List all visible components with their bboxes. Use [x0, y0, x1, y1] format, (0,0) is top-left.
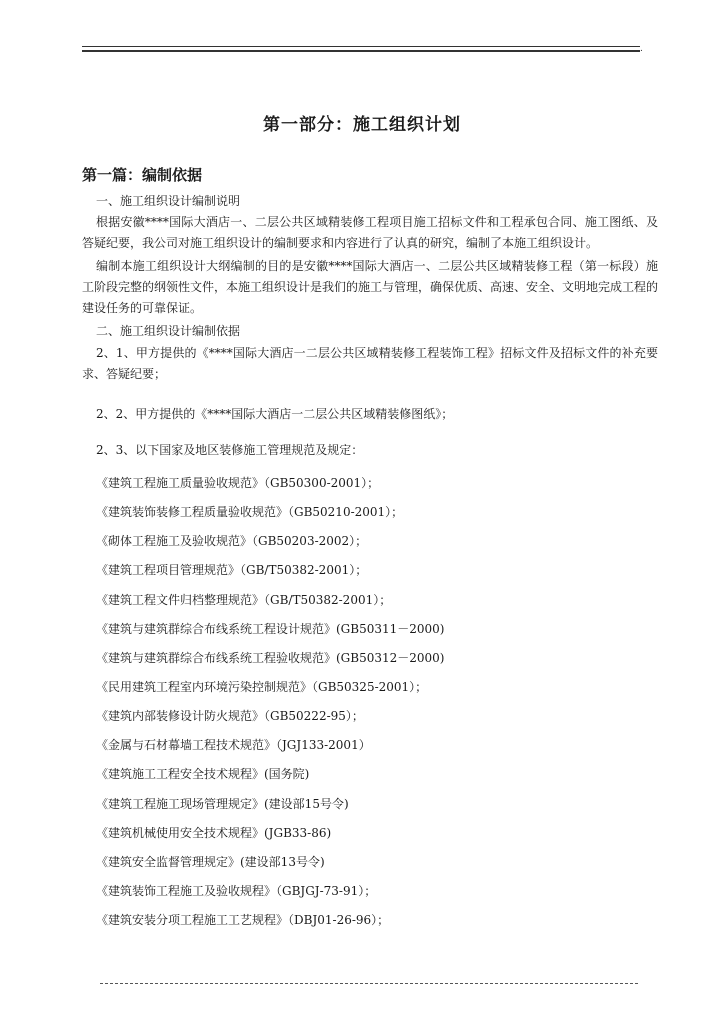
standard-item: 《建筑安全监督管理规定》(建设部13号令) [96, 855, 325, 869]
standard-item: 《砌体工程施工及验收规范》（GB50203-2002）； [96, 534, 368, 548]
paragraph-2: 编制本施工组织设计大纲编制的目的是安徽****国际大酒店一、二层公共区域精装修工程（第一标段）施工阶段完整的纲领性文件，本施工组织设计是我们的施工与管理，确保优质、高速、安全、文明地完成工程的建设任务的可靠保证。 [82, 259, 659, 315]
standard-item: 《建筑内部装修设计防火规范》（GB50222-95）； [96, 709, 364, 723]
header-dot: . [640, 44, 643, 54]
heading-1: 一、施工组织设计编制说明 [96, 194, 241, 208]
footer-rule [100, 983, 638, 984]
standard-item: 《建筑与建筑群综合布线系统工程设计规范》(GB50311－2000) [96, 622, 445, 636]
basis-item-3: 2、3、以下国家及地区装修施工管理规范及规定： [96, 443, 364, 457]
header-rule-thick [82, 50, 640, 52]
standard-item: 《建筑工程施工质量验收规范》（GB50300-2001）； [96, 476, 380, 490]
section-title: 第一篇：编制依据 [82, 166, 203, 184]
page-title: 第一部分：施工组织计划 [263, 115, 461, 135]
standard-item: 《金属与石材幕墙工程技术规范》（JGJ133-2001） [96, 738, 371, 752]
standard-item: 《建筑工程项目管理规范》（GB/T50382-2001）； [96, 563, 368, 577]
standard-item: 《建筑工程施工现场管理规定》(建设部15号令) [96, 797, 349, 811]
standard-item: 《民用建筑工程室内环境污染控制规范》（GB50325-2001）； [96, 680, 428, 694]
standard-item: 《建筑装饰工程施工及验收规程》（GBJGJ-73-91）； [96, 884, 377, 898]
standard-item: 《建筑施工工程安全技术规程》(国务院) [96, 767, 310, 781]
paragraph-1: 根据安徽****国际大酒店一、二层公共区域精装修工程项目施工招标文件和工程承包合同、施工图纸、及答疑纪要，我公司对施工组织设计的编制要求和内容进行了认真的研究，编制了本施工组织设计。 [82, 215, 658, 250]
standard-item: 《建筑与建筑群综合布线系统工程验收规范》(GB50312－2000) [96, 651, 445, 665]
standard-item: 《建筑机械使用安全技术规程》(JGB33-86) [96, 826, 332, 840]
standard-item: 《建筑安装分项工程施工工艺规程》（DBJ01-26-96）； [96, 913, 390, 927]
standard-item: 《建筑装饰装修工程质量验收规范》（GB50210-2001）； [96, 505, 404, 519]
basis-item-1: 2、1、甲方提供的《****国际大酒店一二层公共区域精装修工程装饰工程》招标文件及招标文件的补充要求、答疑纪要； [82, 346, 658, 381]
standard-item: 《建筑工程文件归档整理规范》（GB/T50382-2001）； [96, 593, 392, 607]
heading-2: 二、施工组织设计编制依据 [96, 324, 241, 338]
header-rule-thin [82, 46, 640, 47]
basis-item-2: 2、2、甲方提供的《****国际大酒店一二层公共区域精装修图纸》； [96, 407, 454, 421]
